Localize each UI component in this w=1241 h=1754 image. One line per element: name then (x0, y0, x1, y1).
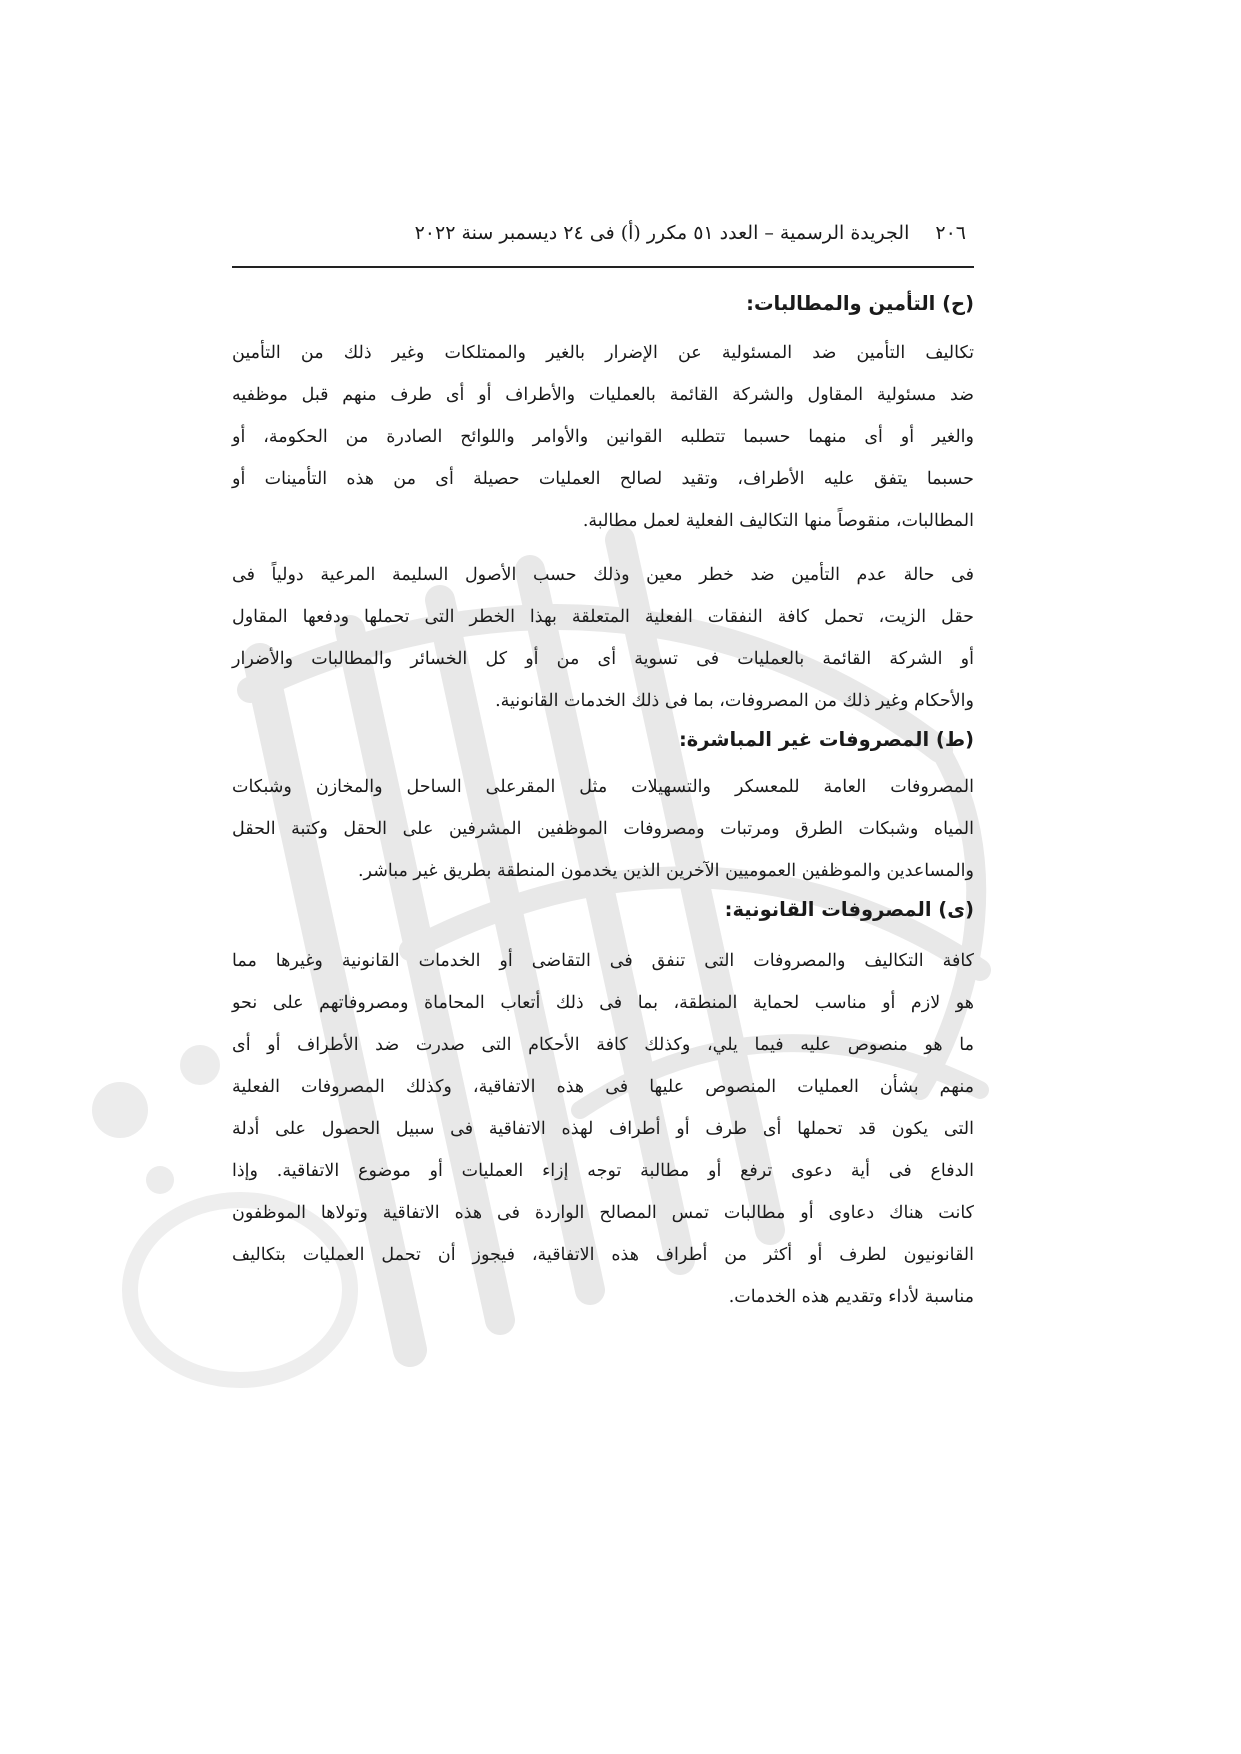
paragraph (232, 940, 974, 1318)
paragraph (232, 332, 974, 542)
text-line: والأحكام وغير ذلك من المصروفات، بما فى ذلك الخدمات القانونية. (495, 691, 974, 711)
page-number: ٢٠٦ (935, 222, 966, 244)
text-line: مناسبة لأداء وتقديم هذه الخدمات. (728, 1287, 974, 1307)
text-line: تكاليف التأمين ضد المسئولية عن الإضرار بالغير والممتلكات وغير ذلك من التأمين (232, 343, 974, 363)
text-line: ما هو منصوص عليه فيما يلي، وكذلك كافة الأحكام التى صدرت ضد الأطراف أو أى (232, 1035, 974, 1055)
text-line: القانونيون لطرف أو أكثر من أطراف هذه الاتفاقية، فيجوز أن تحمل العمليات بتكاليف (232, 1245, 974, 1265)
section-heading: (ى) المصروفات القانونية: (724, 898, 974, 921)
paragraph (232, 766, 974, 892)
text-line: ضد مسئولية المقاول والشركة القائمة بالعمليات والأطراف أو أى طرف منهم قبل موظفيه (232, 385, 974, 405)
text-line: هو لازم أو مناسب لحماية المنطقة، بما فى ذلك أتعاب المحاماة ومصروفاتهم على نحو (232, 993, 974, 1013)
gazette-title: الجريدة الرسمية – العدد ٥١ مكرر (أ) فى ٢٤ ديسمبر سنة ٢٠٢٢ (414, 222, 910, 244)
text-line: منهم بشأن العمليات المنصوص عليها فى هذه الاتفاقية، وكذلك المصروفات الفعلية (232, 1077, 974, 1097)
header-rule (232, 266, 974, 268)
document-page (232, 222, 974, 1318)
text-line: والغير أو أى منهما حسبما تتطلبه القوانين والأوامر واللوائح الصادرة من الحكومة، أو (232, 427, 974, 447)
paragraph (232, 554, 974, 722)
section-heading: (ح) التأمين والمطالبات: (746, 292, 974, 315)
section-legal-expenses (232, 896, 974, 1318)
text-line: أو الشركة القائمة بالعمليات فى تسوية أى من أو كل الخسائر والمطالبات والأضرار (232, 649, 974, 669)
page-header (232, 222, 974, 258)
text-line: والمساعدين والموظفين العموميين الآخرين الذين يخدمون المنطقة بطريق غير مباشر. (357, 861, 974, 881)
text-line: حقل الزيت، تحمل كافة النفقات الفعلية المتعلقة بهذا الخطر التى تحملها ودفعها المقاول (232, 607, 974, 627)
text-line: فى حالة عدم التأمين ضد خطر معين وذلك حسب الأصول السليمة المرعية دولياً فى (232, 565, 974, 585)
section-indirect-expenses (232, 726, 974, 892)
section-insurance (232, 290, 974, 722)
text-line: المياه وشبكات الطرق ومرتبات ومصروفات الموظفين المشرفين على الحقل وكتبة الحقل (232, 819, 974, 839)
text-line: المصروفات العامة للمعسكر والتسهيلات مثل المقرعلى الساحل والمخازن وشبكات (232, 777, 974, 797)
text-line: التى يكون قد تحملها أى طرف أو أطراف لهذه الاتفاقية فى سبيل الحصول على أدلة (232, 1119, 974, 1139)
text-line: كانت هناك دعاوى أو مطالبات تمس المصالح الواردة فى هذه الاتفاقية وتولاها الموظفون (232, 1203, 974, 1223)
section-heading: (ط) المصروفات غير المباشرة: (678, 728, 974, 751)
text-line: الدفاع فى أية دعوى ترفع أو مطالبة توجه إزاء العمليات أو موضوع الاتفاقية. وإذا (232, 1161, 974, 1181)
text-line: كافة التكاليف والمصروفات التى تنفق فى التقاضى أو الخدمات القانونية وغيرها مما (232, 951, 974, 971)
text-line: حسبما يتفق عليه الأطراف، وتقيد لصالح العمليات حصيلة أى من هذه التأمينات أو (232, 469, 974, 489)
text-line: المطالبات، منقوصاً منها التكاليف الفعلية لعمل مطالبة. (582, 511, 974, 531)
